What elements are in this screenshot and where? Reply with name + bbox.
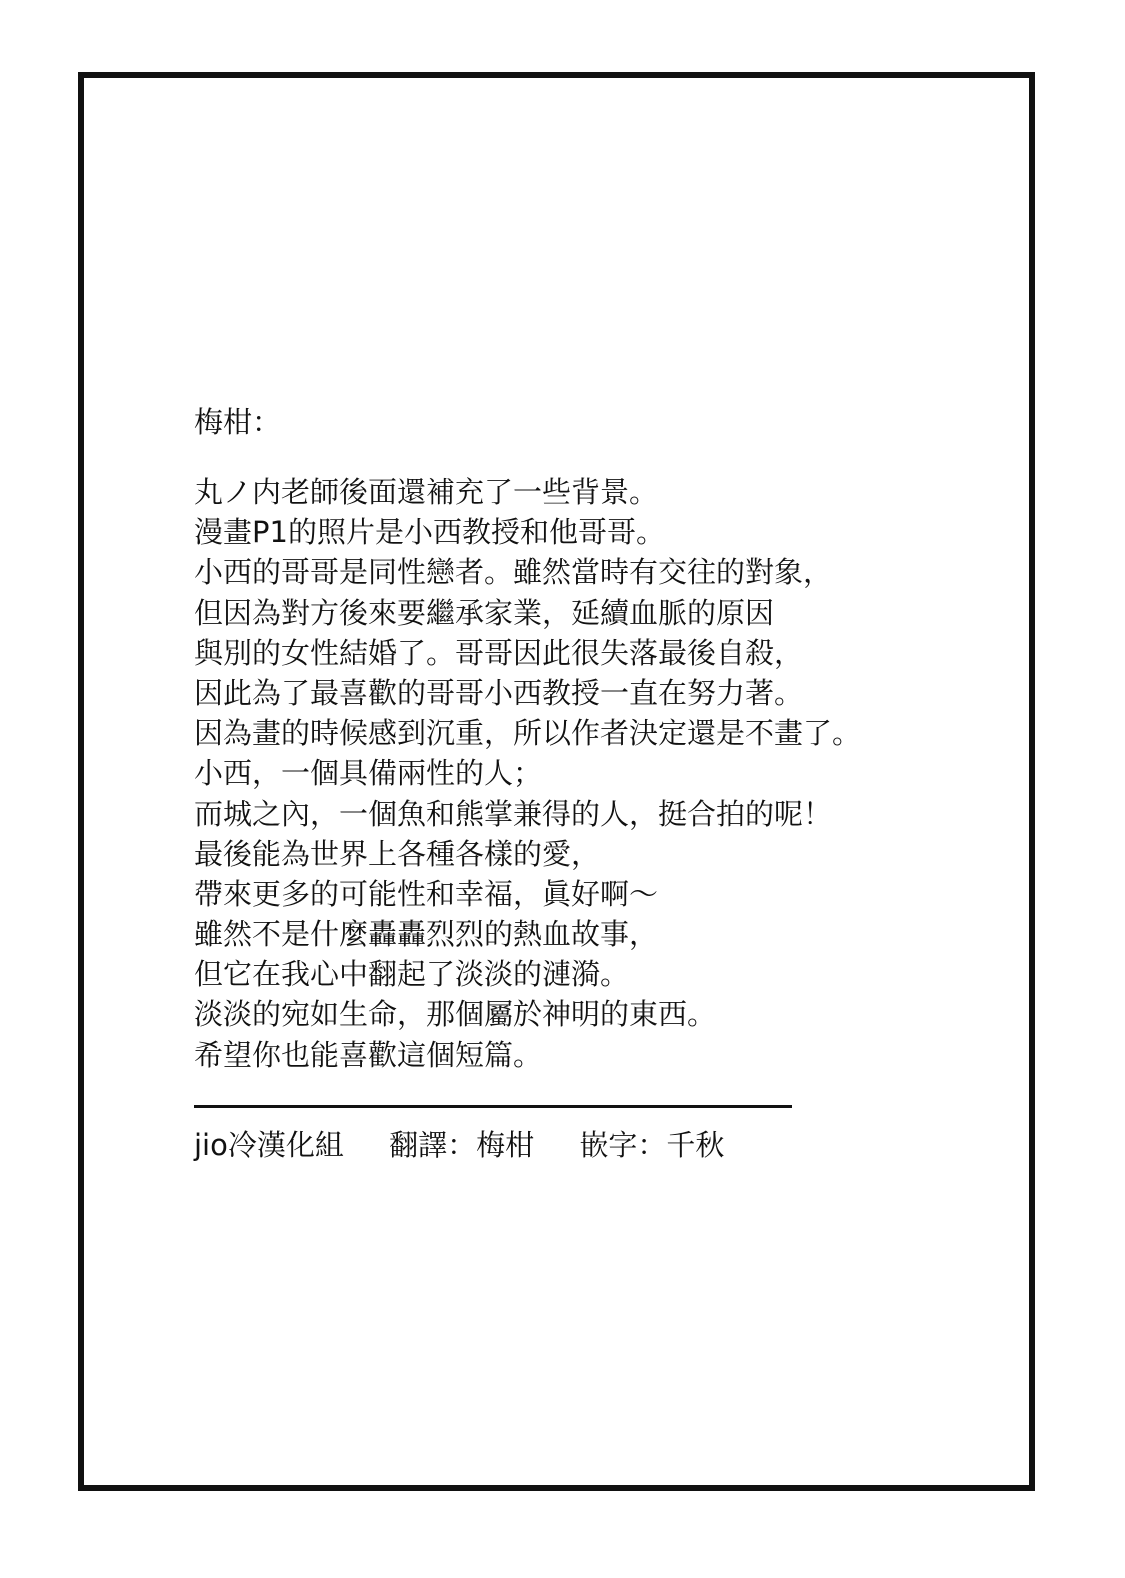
page-frame bbox=[78, 72, 1035, 1491]
note-line: 與別的女性結婚了。哥哥因此很失落最後自殺， bbox=[194, 635, 804, 670]
note-line: 小西的哥哥是同性戀者。雖然當時有交往的對象， bbox=[194, 555, 833, 590]
note-line: 希望你也能喜歡這個短篇。 bbox=[194, 1037, 543, 1072]
credit-group-name: jio冷漢化組 bbox=[194, 1128, 344, 1162]
note-line: 小西，一個具備兩性的人； bbox=[194, 756, 543, 791]
note-line: 帶來更多的可能性和幸福，眞好啊～ bbox=[194, 876, 659, 911]
note-salutation: 梅柑： bbox=[194, 405, 282, 439]
note-line: 丸ノ内老師後面還補充了一些背景。 bbox=[194, 475, 659, 509]
note-line: 雖然不是什麼轟轟烈烈的熱血故事， bbox=[194, 917, 659, 952]
note-line: 而城之內，一個魚和熊掌兼得的人，挺合拍的呢！ bbox=[194, 796, 833, 831]
note-line: 最後能為世界上各種各樣的愛， bbox=[194, 836, 601, 871]
credit-translation: 翻譯：梅柑 bbox=[389, 1128, 535, 1162]
note-line: 因為畫的時候感到沉重，所以作者決定還是不畫了。 bbox=[194, 716, 862, 751]
note-line: 漫畫P1的照片是小西教授和他哥哥。 bbox=[194, 515, 665, 550]
credits-line bbox=[194, 1125, 724, 1165]
note-line: 但因為對方後來要繼承家業，延續血脈的原因 bbox=[194, 595, 775, 630]
note-line: 因此為了最喜歡的哥哥小西教授一直在努力著。 bbox=[194, 675, 804, 710]
note-line: 但它在我心中翻起了淡淡的漣漪。 bbox=[194, 957, 630, 992]
divider-rule bbox=[194, 1105, 792, 1108]
note-lines bbox=[194, 472, 984, 1075]
translator-note bbox=[194, 402, 984, 1075]
credit-typesetting: 嵌字：千秋 bbox=[579, 1128, 725, 1162]
note-line: 淡淡的宛如生命，那個屬於神明的東西。 bbox=[194, 997, 717, 1032]
